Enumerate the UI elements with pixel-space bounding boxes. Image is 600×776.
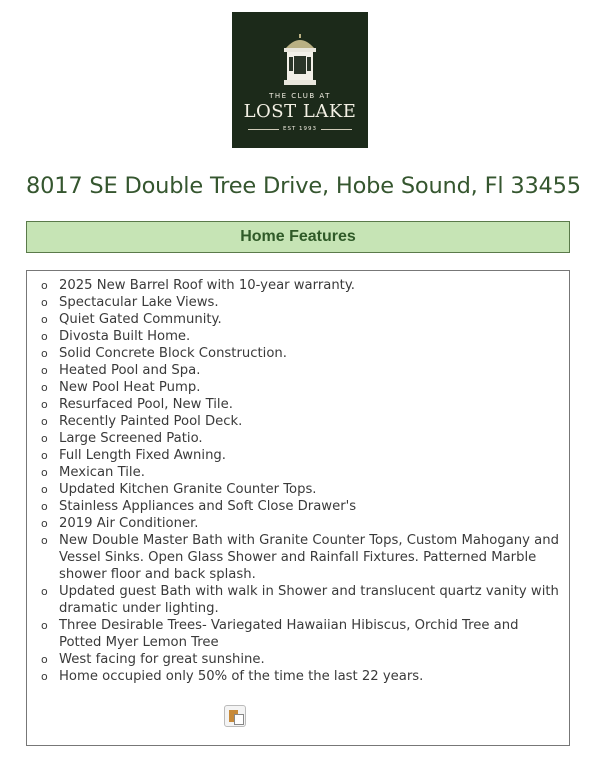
feature-item — [37, 413, 562, 430]
feature-item — [37, 498, 562, 515]
feature-text: New Double Master Bath with Granite Counter Tops, Custom Mahogany and Vessel Sinks. Open Glass Shower and Rainfall Fixtures. Patterned Marble shower floor and back splash. — [59, 533, 559, 582]
feature-item — [37, 447, 562, 464]
bullet-icon: o — [41, 500, 48, 513]
bullet-icon: o — [41, 466, 48, 479]
bullet-icon: o — [41, 279, 48, 292]
logo-est — [248, 126, 352, 132]
feature-text: New Pool Heat Pump. — [59, 380, 201, 395]
feature-text: Quiet Gated Community. — [59, 312, 222, 327]
feature-item — [37, 396, 562, 413]
feature-text: 2019 Air Conditioner. — [59, 516, 199, 531]
bullet-icon: o — [41, 483, 48, 496]
feature-text: Mexican Tile. — [59, 465, 145, 480]
feature-item — [37, 583, 562, 617]
feature-text: Stainless Appliances and Soft Close Drawer's — [59, 499, 357, 514]
feature-text: Large Screened Patio. — [59, 431, 203, 446]
logo-line1: THE CLUB AT — [269, 92, 331, 100]
paste-options-icon[interactable] — [224, 705, 246, 727]
bullet-icon: o — [41, 415, 48, 428]
feature-item — [37, 430, 562, 447]
bullet-icon: o — [41, 313, 48, 326]
feature-text: Divosta Built Home. — [59, 329, 191, 344]
logo-line2: LOST LAKE — [243, 101, 357, 122]
feature-item — [37, 515, 562, 532]
bullet-icon: o — [41, 534, 48, 547]
feature-item — [37, 532, 562, 583]
feature-text: Solid Concrete Block Construction. — [59, 346, 287, 361]
bullet-icon: o — [41, 381, 48, 394]
bullet-icon: o — [41, 347, 48, 360]
feature-item — [37, 379, 562, 396]
feature-item — [37, 277, 562, 294]
feature-item — [37, 464, 562, 481]
feature-text: Three Desirable Trees- Variegated Hawaiian Hibiscus, Orchid Tree and Potted Myer Lemon Tree — [59, 618, 519, 650]
bullet-icon: o — [41, 670, 48, 683]
feature-text: Home occupied only 50% of the time the last 22 years. — [59, 669, 424, 684]
feature-item — [37, 668, 562, 685]
feature-item — [37, 294, 562, 311]
bullet-icon: o — [41, 653, 48, 666]
section-title: Home Features — [26, 221, 570, 253]
feature-item — [37, 481, 562, 498]
feature-text: Full Length Fixed Awning. — [59, 448, 226, 463]
cupola-icon — [280, 32, 320, 88]
bullet-icon: o — [41, 432, 48, 445]
feature-item — [37, 345, 562, 362]
feature-item — [37, 328, 562, 345]
features-box — [26, 270, 570, 746]
bullet-icon: o — [41, 449, 48, 462]
feature-item — [37, 362, 562, 379]
bullet-icon: o — [41, 296, 48, 309]
bullet-icon: o — [41, 330, 48, 343]
bullet-icon: o — [41, 398, 48, 411]
bullet-icon: o — [41, 364, 48, 377]
feature-text: Heated Pool and Spa. — [59, 363, 201, 378]
feature-item — [37, 311, 562, 328]
feature-item — [37, 617, 562, 651]
bullet-icon: o — [41, 619, 48, 632]
bullet-icon: o — [41, 585, 48, 598]
feature-text: Updated Kitchen Granite Counter Tops. — [59, 482, 317, 497]
bullet-icon: o — [41, 517, 48, 530]
logo-est-text: EST 1993 — [282, 126, 318, 132]
features-list — [37, 277, 562, 685]
feature-text: 2025 New Barrel Roof with 10-year warranty. — [59, 278, 355, 293]
feature-text: Recently Painted Pool Deck. — [59, 414, 243, 429]
feature-item — [37, 651, 562, 668]
feature-text: Spectacular Lake Views. — [59, 295, 219, 310]
feature-text: Resurfaced Pool, New Tile. — [59, 397, 233, 412]
club-logo — [232, 12, 368, 148]
property-address: 8017 SE Double Tree Drive, Hobe Sound, Fl 33455 — [26, 173, 581, 199]
feature-text: West facing for great sunshine. — [59, 652, 265, 667]
feature-text: Updated guest Bath with walk in Shower and translucent quartz vanity with dramatic under lighting. — [59, 584, 559, 616]
